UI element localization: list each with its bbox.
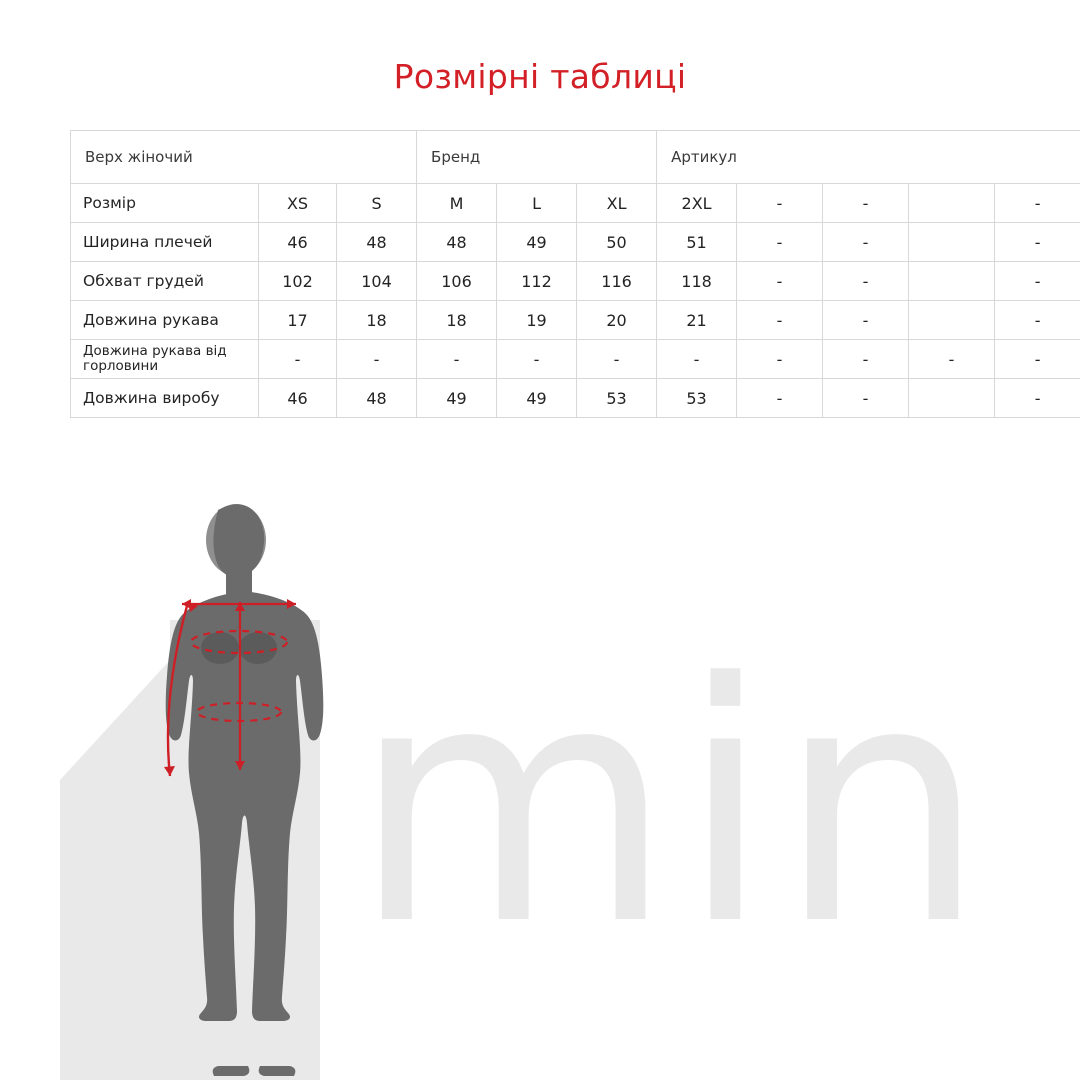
cell-size-s: S: [337, 184, 417, 223]
table-row: [71, 184, 1080, 223]
cell-shoulder-m: 48: [417, 223, 497, 262]
header-category: Верх жіночий: [71, 131, 417, 184]
cell-length-s: 48: [337, 379, 417, 418]
table-row: [71, 223, 1080, 262]
row-label-product-length: Довжина виробу: [71, 379, 259, 418]
cell-sleeve-e1: -: [737, 301, 823, 340]
cell-size-e2: -: [823, 184, 909, 223]
cell-length-m: 49: [417, 379, 497, 418]
table-row: [71, 301, 1080, 340]
row-label-size: Розмір: [71, 184, 259, 223]
cell-sleeveneck-s: -: [337, 340, 417, 379]
cell-length-l: 49: [497, 379, 577, 418]
cell-sleeve-e2: -: [823, 301, 909, 340]
cell-size-xs: XS: [259, 184, 337, 223]
cell-shoulder-e2: -: [823, 223, 909, 262]
cell-sleeve-m: 18: [417, 301, 497, 340]
cell-size-l: L: [497, 184, 577, 223]
brand-watermark: min: [352, 640, 992, 970]
size-table-container: [70, 130, 1010, 418]
cell-chest-e3: [909, 262, 995, 301]
row-label-sleeve-from-neck: Довжина рукава від горловини: [71, 340, 259, 379]
cell-sleeveneck-2xl: -: [657, 340, 737, 379]
cell-shoulder-xl: 50: [577, 223, 657, 262]
row-label-sleeve-length: Довжина рукава: [71, 301, 259, 340]
table-row: [71, 262, 1080, 301]
cell-chest-m: 106: [417, 262, 497, 301]
cell-shoulder-e3: [909, 223, 995, 262]
header-article: Артикул: [657, 131, 1080, 184]
header-brand: Бренд: [417, 131, 657, 184]
table-header-row: [71, 131, 1080, 184]
cell-size-e4: -: [995, 184, 1080, 223]
cell-size-xl: XL: [577, 184, 657, 223]
cell-sleeveneck-e1: -: [737, 340, 823, 379]
page-title: Розмірні таблиці: [0, 0, 1080, 96]
cell-length-xl: 53: [577, 379, 657, 418]
cell-length-e2: -: [823, 379, 909, 418]
cell-chest-2xl: 118: [657, 262, 737, 301]
cell-sleeve-e4: -: [995, 301, 1080, 340]
cell-sleeve-l: 19: [497, 301, 577, 340]
row-label-shoulder-width: Ширина плечей: [71, 223, 259, 262]
cell-shoulder-e4: -: [995, 223, 1080, 262]
cell-length-2xl: 53: [657, 379, 737, 418]
cell-sleeveneck-e3: -: [909, 340, 995, 379]
size-table: [70, 130, 1080, 418]
cell-sleeve-e3: [909, 301, 995, 340]
measurement-illustration: [60, 480, 480, 1080]
cell-shoulder-l: 49: [497, 223, 577, 262]
cell-shoulder-2xl: 51: [657, 223, 737, 262]
cell-size-e1: -: [737, 184, 823, 223]
cell-chest-l: 112: [497, 262, 577, 301]
cell-size-m: M: [417, 184, 497, 223]
cell-chest-e4: -: [995, 262, 1080, 301]
cell-sleeve-s: 18: [337, 301, 417, 340]
cell-sleeve-2xl: 21: [657, 301, 737, 340]
cell-chest-xs: 102: [259, 262, 337, 301]
cell-length-e4: -: [995, 379, 1080, 418]
cell-sleeveneck-l: -: [497, 340, 577, 379]
cell-shoulder-xs: 46: [259, 223, 337, 262]
cell-sleeve-xs: 17: [259, 301, 337, 340]
cell-length-e3: [909, 379, 995, 418]
cell-sleeveneck-xl: -: [577, 340, 657, 379]
cell-chest-s: 104: [337, 262, 417, 301]
cell-length-xs: 46: [259, 379, 337, 418]
table-row: [71, 340, 1080, 379]
cell-sleeveneck-m: -: [417, 340, 497, 379]
cell-length-e1: -: [737, 379, 823, 418]
cell-chest-xl: 116: [577, 262, 657, 301]
row-label-chest: Обхват грудей: [71, 262, 259, 301]
cell-sleeveneck-e2: -: [823, 340, 909, 379]
cell-shoulder-e1: -: [737, 223, 823, 262]
cell-size-2xl: 2XL: [657, 184, 737, 223]
table-row: [71, 379, 1080, 418]
cell-sleeve-xl: 20: [577, 301, 657, 340]
cell-sleeveneck-e4: -: [995, 340, 1080, 379]
cell-chest-e1: -: [737, 262, 823, 301]
cell-shoulder-s: 48: [337, 223, 417, 262]
cell-size-e3: [909, 184, 995, 223]
cell-chest-e2: -: [823, 262, 909, 301]
cell-sleeveneck-xs: -: [259, 340, 337, 379]
